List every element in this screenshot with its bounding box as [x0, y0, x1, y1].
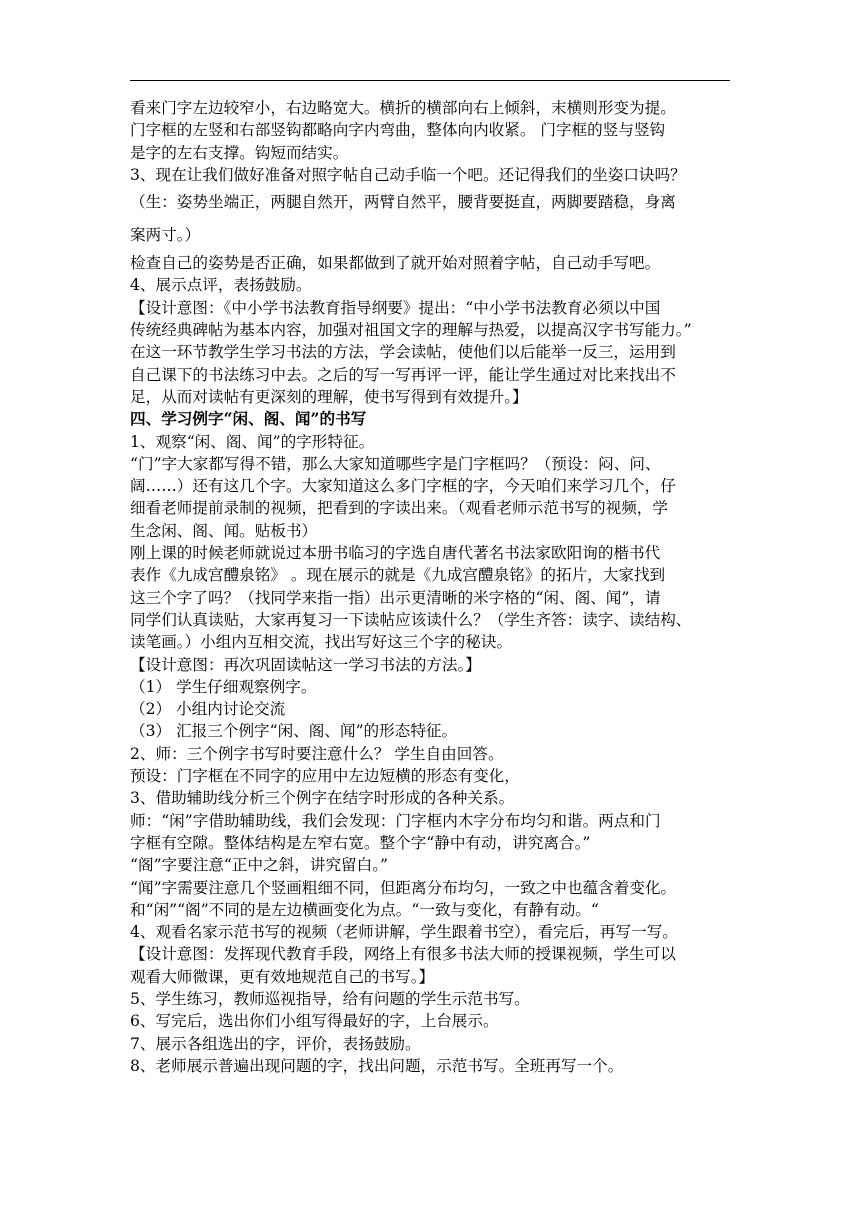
text-line: 6、写完后，选出你们小组写得最好的字，上台展示。: [130, 1012, 499, 1031]
text-line: 传统经典碑帖为基本内容，加强对祖国文字的理解与热爱，以提高汉字书写能力。”: [130, 321, 692, 340]
text-line: 这三个字了吗？（找同学来指一指）出示更清晰的米字格的“闲、阁、闻”，请: [130, 588, 661, 607]
text-line: （1） 学生仔细观察例字。: [130, 677, 317, 696]
text-line: 和“闲”“阁”不同的是左边横画变化为点。“一致与变化，有静有动。“: [130, 900, 599, 919]
text-line: “门”字大家都写得不错，那么大家知道哪些字是门字框吗？（预设：闷、问、: [130, 454, 661, 473]
text-line: 2、师：三个例字书写时要注意什么？ 学生自由回答。: [130, 744, 504, 763]
text-line: 细看老师提前录制的视频，把看到的字读出来。（观看老师示范书写的视频，学: [130, 499, 668, 518]
text-line: 4、展示点评，表扬鼓励。: [130, 276, 312, 295]
text-line: 师：“闲”字借助辅助线，我们会发现：门字框内木字分布均匀和谐。两点和门: [130, 811, 661, 830]
document-body: [130, 97, 735, 1077]
text-line: 3、现在让我们做好准备对照字帖自己动手临一个吧。还记得我们的坐姿口诀吗？: [130, 165, 686, 184]
text-line: 门字框的左竖和右部竖钩都略向字内弯曲，整体向内收紧。 门字框的竖与竖钩: [130, 121, 666, 140]
section-heading: 四、学习例字“闲、阁、闻”的书写: [130, 409, 367, 429]
text-line: （3） 汇报三个例字“闲、阁、闻”的形态特征。: [130, 722, 458, 741]
text-line: 同学们认真读贴，大家再复习一下读帖应该读什么？（学生齐答：读字、读结构、: [130, 610, 692, 629]
text-line: 4、观看名家示范书写的视频（老师讲解，学生跟着书空），看完后，再写一写。: [130, 923, 678, 942]
text-line: 预设：门字框在不同字的应用中左边短横的形态有变化，: [130, 767, 520, 786]
text-line: 【设计意图：《中小学书法教育指导纲要》提出：“中小学书法教育必须以中国: [130, 298, 661, 317]
text-line: “阁”字要注意“正中之斜，讲究留白。”: [130, 856, 388, 875]
text-line: 观看大师微课，更有效地规范自己的书写。】: [130, 967, 435, 986]
text-line: （2） 小组内讨论交流: [130, 700, 286, 719]
text-line: 案两寸。）: [130, 226, 201, 245]
text-line: 表作《九成宫醴泉铭》 。现在展示的就是《九成宫醴泉铭》的拓片，大家找到: [130, 566, 666, 585]
text-line: 字框有空隙。整体结构是左窄右宽。整个字“静中有动，讲究离合。”: [130, 833, 591, 852]
text-line: （生：姿势坐端正，两腿自然开，两臂自然平，腰背要挺直，两脚要踏稳，身离: [130, 193, 676, 212]
text-line: 看来门字左边较窄小，右边略宽大。横折的横部向右上倾斜，末横则形变为提。: [130, 99, 676, 117]
text-line: 7、展示各组选出的字，评价，表扬鼓励。: [130, 1034, 421, 1053]
text-line: “闻”字需要注意几个竖画粗细不同，但距离分布均匀，一致之中也蕴含着变化。: [130, 878, 677, 897]
text-line: 【设计意图：再次巩固读帖这一学习书法的方法。】: [130, 655, 481, 674]
text-line: 是字的左右支撑。钩短而结实。: [130, 143, 349, 162]
text-line: 读笔画。）小组内互相交流，找出写好这三个字的秘诀。: [130, 633, 513, 652]
text-line: 自己课下的书法练习中去。之后的写一写再评一评，能让学生通过对比来找出不: [130, 365, 676, 384]
text-line: 1、观察“闲、阁、闻”的字形特征。: [130, 432, 375, 451]
text-line: 在这一环节教学生学习书法的方法，学会读帖，使他们以后能举一反三，运用到: [130, 343, 676, 362]
text-line: 足，从而对读帖有更深刻的理解，使书写得到有效提升。】: [130, 387, 528, 406]
text-line: 阔……）还有这几个字。大家知道这么多门字框的字，今天咱们来学习几个，仔: [130, 477, 676, 496]
text-line: 3、借助辅助线分析三个例字在结字时形成的各种关系。: [130, 789, 515, 808]
text-line: 【设计意图：发挥现代教育手段，网络上有很多书法大师的授课视频，学生可以: [130, 945, 676, 964]
text-line: 检查自己的姿势是否正确，如果都做到了就开始对照着字帖，自己动手写吧。: [130, 254, 661, 273]
header-rule: [130, 80, 730, 81]
text-line: 刚上课的时候老师就说过本册书临习的字选自唐代著名书法家欧阳询的楷书代: [130, 544, 661, 563]
text-line: 5、学生练习，教师巡视指导，给有问题的学生示范书写。: [130, 989, 530, 1008]
text-line: 生念闲、阁、闻。贴板书）: [130, 521, 318, 540]
text-line: 8、老师展示普遍出现问题的字，找出问题，示范书写。全班再写一个。: [130, 1056, 624, 1075]
